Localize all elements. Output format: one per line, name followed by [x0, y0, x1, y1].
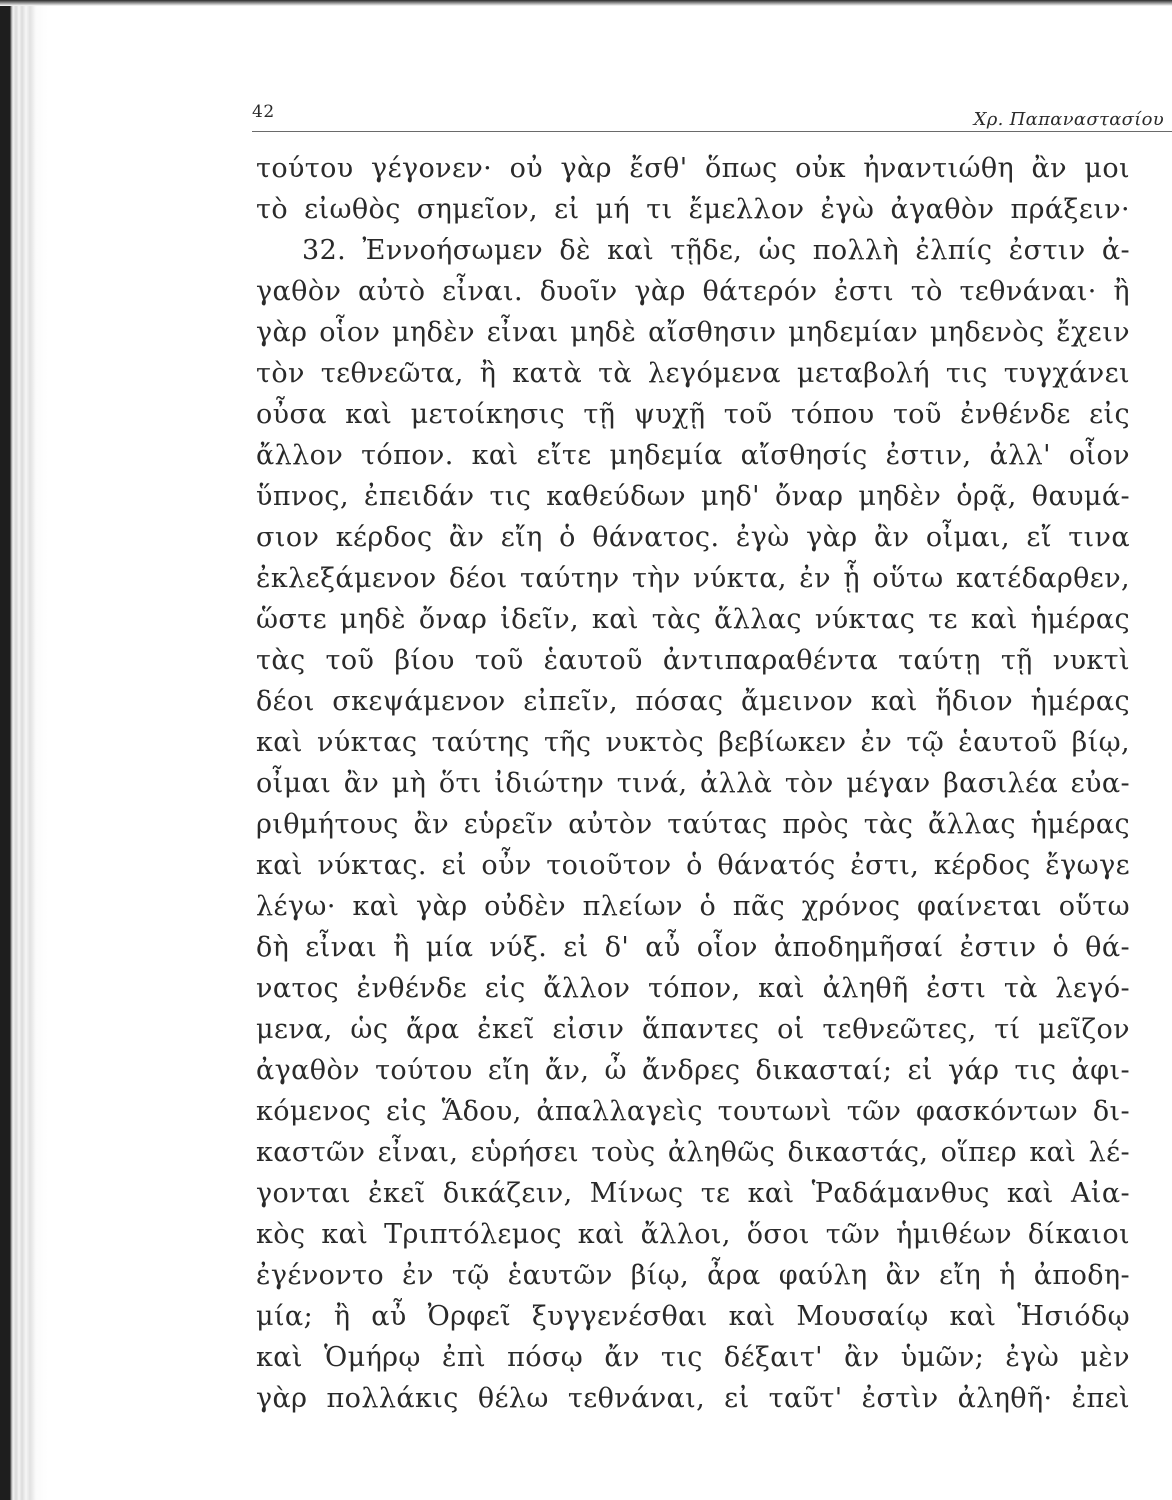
text-line: τὰς τοῦ βίου τοῦ ἑαυτοῦ ἀντιπαραθέντα ταύτῃ τῇ νυκτὶ — [256, 645, 1130, 676]
header-rule — [252, 131, 1172, 132]
text-line: 32. Ἐννοήσωμεν δὲ καὶ τῇδε, ὡς πολλὴ ἐλπίς ἐστιν ἀ- — [302, 235, 1130, 266]
text-line: μία; ἢ αὖ Ὀρφεῖ ξυγγενέσθαι καὶ Μουσαίῳ καὶ Ἡσιόδῳ — [256, 1301, 1130, 1332]
text-line: ἐγένοντο ἐν τῷ ἑαυτῶν βίῳ, ἆρα φαύλη ἂν εἴη ἡ ἀποδη- — [256, 1260, 1130, 1291]
text-line: ἄλλον τόπον. καὶ εἴτε μηδεμία αἴσθησίς ἐστιν, ἀλλ' οἷον — [256, 440, 1130, 471]
page-header — [252, 96, 1172, 134]
text-line: ριθμήτους ἂν εὑρεῖν αὐτὸν ταύτας πρὸς τὰς ἄλλας ἡμέρας — [256, 809, 1130, 840]
text-line: τούτου γέγονεν· οὐ γὰρ ἔσθ' ὅπως οὐκ ἠναντιώθη ἂν μοι — [256, 153, 1130, 184]
text-line: δέοι σκεψάμενον εἰπεῖν, πόσας ἄμεινον καὶ ἥδιον ἡμέρας — [256, 686, 1130, 717]
text-line: δὴ εἶναι ἢ μία νύξ. εἰ δ' αὖ οἷον ἀποδημῆσαί ἐστιν ὁ θά- — [256, 932, 1130, 963]
text-line: καὶ νύκτας ταύτης τῆς νυκτὸς βεβίωκεν ἐν τῷ ἑαυτοῦ βίῳ, — [256, 727, 1130, 758]
text-line: καστῶν εἶναι, εὑρήσει τοὺς ἀληθῶς δικαστάς, οἵπερ καὶ λέ- — [256, 1137, 1130, 1168]
text-line: ἀγαθὸν τούτου εἴη ἄν, ὦ ἄνδρες δικασταί; εἰ γάρ τις ἀφι- — [256, 1055, 1130, 1086]
scan-shadow — [0, 0, 1172, 6]
text-line: κὸς καὶ Τριπτόλεμος καὶ ἄλλοι, ὅσοι τῶν ἡμιθέων δίκαιοι — [256, 1219, 1130, 1250]
text-line: κόμενος εἰς Ἅδου, ἀπαλλαγεὶς τουτωνὶ τῶν φασκόντων δι- — [256, 1096, 1130, 1127]
text-line: οὖσα καὶ μετοίκησις τῇ ψυχῇ τοῦ τόπου τοῦ ἐνθένδε εἰς — [256, 399, 1130, 430]
text-line: τὸν τεθνεῶτα, ἢ κατὰ τὰ λεγόμενα μεταβολή τις τυγχάνει — [256, 358, 1130, 389]
text-line: λέγω· καὶ γὰρ οὐδὲν πλείων ὁ πᾶς χρόνος φαίνεται οὕτω — [256, 891, 1130, 922]
text-line: μενα, ὡς ἄρα ἐκεῖ εἰσιν ἅπαντες οἱ τεθνεῶτες, τί μεῖζον — [256, 1014, 1130, 1045]
text-line: καὶ Ὁμήρῳ ἐπὶ πόσῳ ἄν τις δέξαιτ' ἂν ὑμῶν; ἐγὼ μὲν — [256, 1342, 1130, 1373]
text-line: νατος ἐνθένδε εἰς ἄλλον τόπον, καὶ ἀληθῆ ἐστι τὰ λεγό- — [256, 973, 1130, 1004]
text-line: γὰρ πολλάκις θέλω τεθνάναι, εἰ ταῦτ' ἐστὶν ἀληθῆ· ἐπεὶ — [256, 1383, 1130, 1414]
text-line: γαθὸν αὐτὸ εἶναι. δυοῖν γὰρ θάτερόν ἐστι τὸ τεθνάναι· ἢ — [256, 276, 1130, 307]
text-line: γονται ἐκεῖ δικάζειν, Μίνως τε καὶ Ῥαδάμανθυς καὶ Αἰα- — [256, 1178, 1130, 1209]
running-head: Χρ. Παπαναστασίου — [973, 109, 1164, 130]
text-line: οἶμαι ἂν μὴ ὅτι ἰδιώτην τινά, ἀλλὰ τὸν μέγαν βασιλέα εὐα- — [256, 768, 1130, 799]
page-edge — [0, 0, 48, 1500]
page-number: 42 — [252, 102, 275, 122]
body-text — [256, 148, 1130, 1419]
text-line: καὶ νύκτας. εἰ οὖν τοιοῦτον ὁ θάνατός ἐστι, κέρδος ἔγωγε — [256, 850, 1130, 881]
text-line: γὰρ οἷον μηδὲν εἶναι μηδὲ αἴσθησιν μηδεμίαν μηδενὸς ἔχειν — [256, 317, 1130, 348]
text-line: τὸ εἰωθὸς σημεῖον, εἰ μή τι ἔμελλον ἐγὼ ἀγαθὸν πράξειν· — [256, 194, 1130, 225]
text-line: ὥστε μηδὲ ὄναρ ἰδεῖν, καὶ τὰς ἄλλας νύκτας τε καὶ ἡμέρας — [256, 604, 1130, 635]
text-line: ἐκλεξάμενον δέοι ταύτην τὴν νύκτα, ἐν ᾗ οὕτω κατέδαρθεν, — [256, 563, 1130, 594]
text-line: σιον κέρδος ἂν εἴη ὁ θάνατος. ἐγὼ γὰρ ἂν οἶμαι, εἴ τινα — [256, 522, 1130, 553]
text-line: ὕπνος, ἐπειδάν τις καθεύδων μηδ' ὄναρ μηδὲν ὁρᾷ, θαυμά- — [256, 481, 1130, 512]
